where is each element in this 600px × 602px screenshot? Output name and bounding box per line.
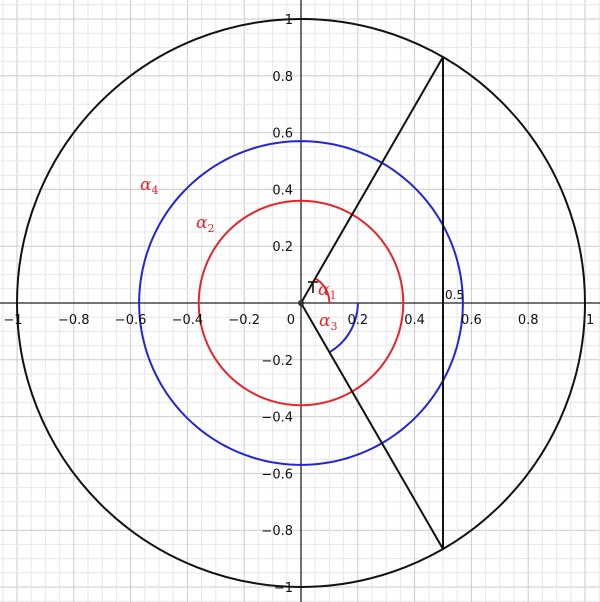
half-label: 0.5: [445, 288, 465, 302]
x-tick-label: 1: [586, 313, 595, 328]
y-tick-label: 0.4: [272, 183, 293, 199]
x-tick-label: −0.4: [171, 313, 204, 328]
alpha3-label: $\alpha_3$: [319, 311, 338, 333]
x-tick-label: 0.4: [404, 313, 425, 328]
y-tick-label: 1: [284, 13, 293, 28]
alpha1-label: $\alpha_1$: [318, 280, 337, 302]
y-tick-label: 0.8: [272, 69, 293, 85]
x-tick-label: −0.8: [58, 313, 90, 328]
x-tick-label: 0: [286, 313, 295, 328]
y-tick-label: −0.8: [261, 524, 293, 540]
y-tick-label: −0.6: [261, 467, 293, 483]
x-tick-label: −0.6: [114, 313, 147, 328]
y-tick-label: −0.2: [261, 353, 293, 369]
x-tick-label: 0.8: [517, 313, 539, 328]
alpha2-label: $\alpha_2$: [196, 213, 215, 235]
y-tick-label: −1: [273, 581, 293, 596]
x-tick-label: 0.2: [347, 313, 369, 328]
y-tick-label: 0.6: [272, 126, 293, 142]
alpha4-label: $\alpha_4$: [140, 175, 159, 197]
y-tick-label: −0.4: [261, 410, 293, 426]
origin-point: [298, 300, 304, 306]
y-tick-label: 0.2: [272, 240, 293, 256]
x-tick-label: −0.2: [228, 313, 260, 328]
x-tick-label: −1: [3, 313, 23, 328]
x-tick-label: 0.6: [461, 313, 482, 328]
